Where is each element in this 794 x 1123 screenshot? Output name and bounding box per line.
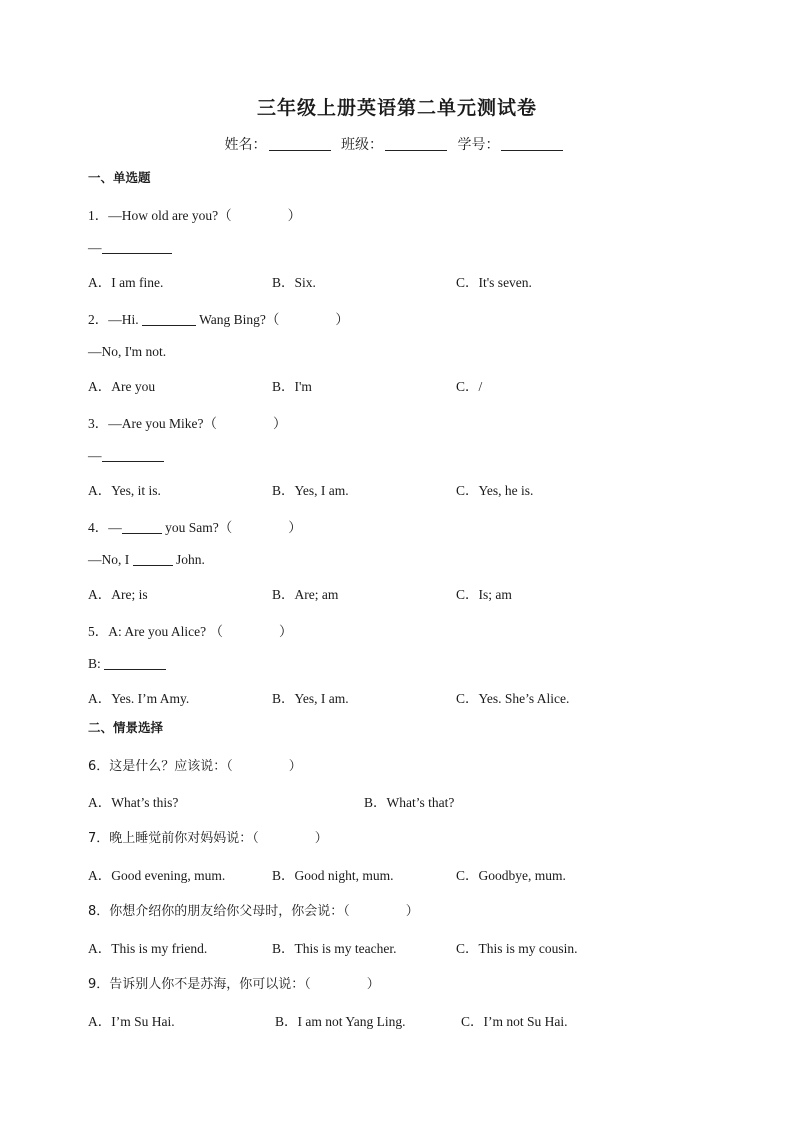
section-heading-single-choice: 一、单选题: [88, 170, 151, 185]
name-label: 姓名：: [224, 137, 267, 153]
question-2-stem: [88, 308, 349, 328]
question-7-text: 7．晚上睡觉前你对妈妈说：（: [88, 831, 259, 846]
close-paren: ）: [335, 312, 349, 327]
question-1-stem: [88, 204, 301, 224]
question-1-reply: [88, 240, 172, 256]
page-title: 三年级上册英语第二单元测试卷: [256, 97, 537, 119]
answer-blank[interactable]: [102, 449, 164, 462]
question-5-option-a[interactable]: A．Yes. I’m Amy.: [88, 691, 190, 706]
close-paren: ）: [287, 208, 302, 223]
question-5-reply: [88, 656, 166, 672]
question-8-option-b[interactable]: B．This is my teacher.: [272, 941, 397, 956]
question-9-option-a[interactable]: A．I’m Su Hai.: [88, 1014, 175, 1029]
close-paren: ）: [278, 624, 293, 639]
name-blank[interactable]: [269, 138, 331, 151]
question-5-option-c[interactable]: C．Yes. She’s Alice.: [456, 691, 570, 706]
question-8-stem: [88, 900, 419, 919]
question-5-text: 5．A: Are you Alice? （: [88, 624, 223, 639]
answer-blank[interactable]: [122, 521, 162, 534]
question-9-option-c[interactable]: C．I’m not Su Hai.: [461, 1014, 568, 1029]
close-paren: ）: [288, 759, 302, 774]
student-info-line: [0, 134, 794, 154]
question-2-option-a[interactable]: A．Are you: [88, 379, 156, 394]
question-7-stem: [88, 827, 328, 846]
question-8-text: 8．你想介绍你的朋友给你父母时，你会说：（: [88, 904, 350, 919]
question-7-option-b[interactable]: B．Good night, mum.: [272, 868, 394, 883]
question-2-text-post: Wang Bing?（: [196, 312, 280, 327]
question-1-option-a[interactable]: A．I am fine.: [88, 275, 164, 290]
question-6-option-a[interactable]: A．What’s this?: [88, 795, 179, 810]
question-2-option-b[interactable]: B．I'm: [272, 379, 312, 394]
question-8-option-c[interactable]: C．This is my cousin.: [456, 941, 578, 956]
question-4-option-c[interactable]: C．Is; am: [456, 587, 512, 602]
question-6-option-b[interactable]: B．What’s that?: [364, 795, 455, 810]
question-2-option-c[interactable]: C．/: [456, 379, 483, 394]
question-9-text: 9．告诉别人你不是苏海，你可以说：（: [88, 977, 311, 992]
question-4-reply: [88, 552, 205, 568]
question-9-option-b[interactable]: B．I am not Yang Ling.: [275, 1014, 406, 1029]
question-3-option-b[interactable]: B．Yes, I am.: [272, 483, 349, 498]
id-label: 学号：: [457, 137, 500, 153]
question-4-option-b[interactable]: B．Are; am: [272, 587, 339, 602]
question-4-text-post: you Sam?（: [161, 520, 233, 535]
answer-blank[interactable]: [102, 241, 172, 254]
id-blank[interactable]: [501, 138, 563, 151]
question-8-option-a[interactable]: A．This is my friend.: [88, 941, 208, 956]
reply-dash: —: [88, 240, 102, 255]
close-paren: ）: [314, 831, 328, 846]
question-4-option-a[interactable]: A．Are; is: [88, 587, 148, 602]
question-5-stem: [88, 620, 292, 640]
class-label: 班级：: [341, 137, 383, 153]
question-7-option-c[interactable]: C．Goodbye, mum.: [456, 868, 566, 883]
question-6-text: 6．这是什么？应该说：（: [88, 759, 233, 774]
question-3-reply: [88, 448, 164, 464]
question-3-stem: [88, 412, 286, 432]
question-3-text: 3．—Are you Mike?（: [88, 416, 217, 431]
answer-blank[interactable]: [104, 657, 166, 670]
class-blank[interactable]: [385, 138, 447, 151]
section-heading-situational: 二、情景选择: [88, 720, 164, 735]
question-1-text: 1．—How old are you?（: [88, 208, 232, 223]
question-6-stem: [88, 755, 302, 774]
reply-text-pre: —No, I: [88, 552, 133, 567]
close-paren: ）: [405, 904, 419, 919]
close-paren: ）: [272, 416, 287, 431]
answer-blank[interactable]: [133, 553, 173, 566]
question-2-text-pre: 2．—Hi.: [88, 312, 142, 327]
question-4-text-pre: 4．—: [88, 520, 122, 535]
question-3-option-a[interactable]: A．Yes, it is.: [88, 483, 161, 498]
question-9-stem: [88, 973, 380, 992]
question-4-stem: [88, 516, 302, 536]
question-3-option-c[interactable]: C．Yes, he is.: [456, 483, 534, 498]
close-paren: ）: [366, 977, 380, 992]
question-7-option-a[interactable]: A．Good evening, mum.: [88, 868, 226, 883]
question-2-reply: —No, I'm not.: [88, 344, 167, 359]
reply-text-post: John.: [172, 552, 205, 567]
reply-dash: —: [88, 448, 102, 463]
reply-label: B:: [88, 656, 105, 671]
question-5-option-b[interactable]: B．Yes, I am.: [272, 691, 349, 706]
close-paren: ）: [288, 520, 302, 535]
question-1-option-c[interactable]: C．It's seven.: [456, 275, 532, 290]
question-1-option-b[interactable]: B．Six.: [272, 275, 316, 290]
answer-blank[interactable]: [142, 313, 196, 326]
